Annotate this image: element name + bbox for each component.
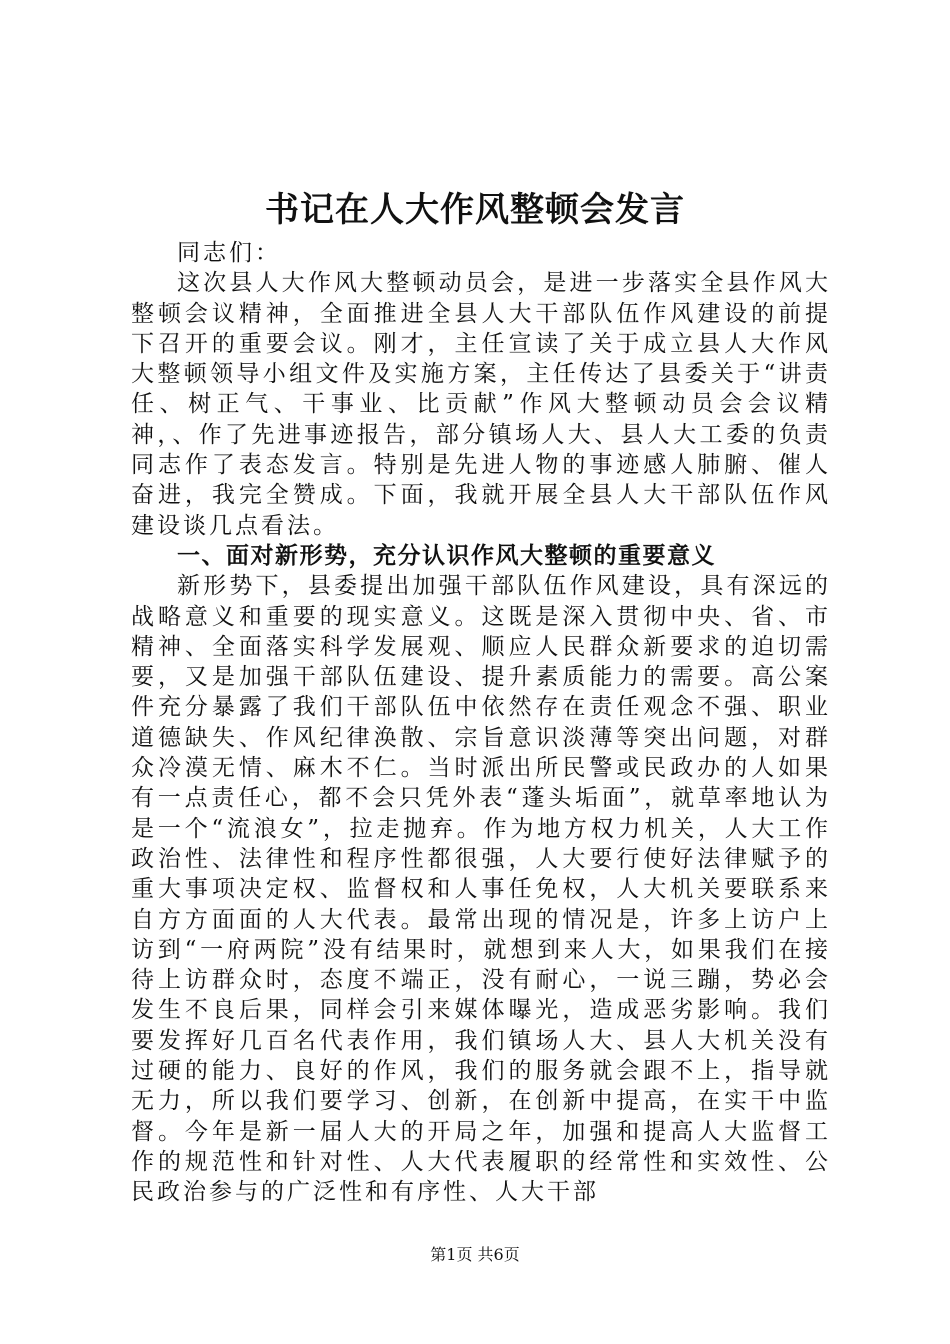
salutation: 同志们： [177, 240, 281, 266]
intro-paragraph: 这次县人大作风大整顿动员会，是进一步落实全县作风大整顿会议精神，全面推进全县人大干部队伍作风建设的前提下召开的重要会议。刚才，主任宣读了关于成立县人大作风大整顿领导小组文件及实施方案，主任传达了县委关于“讲责任、树正气、干事业、比贡献”作风大整顿动员会会议精神，、作了先进事迹报告，部分镇场人大、县人大工委的负责同志作了表态发言。特别是先进人物的事迹感人肺腑、催人奋进，我完全赞成。下面，我就开展全县人大干部队伍作风建设谈几点看法。 [131, 270, 831, 539]
document-title: 书记在人大作风整顿会发言 [265, 190, 685, 230]
section-heading: 一、面对新形势，充分认识作风大整顿的重要意义 [177, 541, 716, 569]
section-paragraph: 新形势下，县委提出加强干部队伍作风建设，具有深远的战略意义和重要的现实意义。这既是深入贯彻中央、省、市精神、全面落实科学发展观、顺应人民群众新要求的迫切需要，又是加强干部队伍建设、提升素质能力的需要。高公案件充分暴露了我们干部队伍中依然存在责任观念不强、职业道德缺失、作风纪律涣散、宗旨意识淡薄等突出问题，对群众冷漠无情、麻木不仁。当时派出所民警或民政办的人如果有一点责任心，都不会只凭外表“蓬头垢面”，就草率地认为是一个“流浪女”，拉走抛弃。作为地方权力机关，人大工作政治性、法律性和程序性都很强，人大要行使好法律赋予的重大事项决定权、监督权和人事任免权，人大机关要联系来自方方面面的人大代表。最常出现的情况是，许多上访户上访到“一府两院”没有结果时，就想到来人大，如果我们在接待上访群众时，态度不端正，没有耐心，一说三蹦，势必会发生不良后果，同样会引来媒体曝光，造成恶劣影响。我们要发挥好几百名代表作用，我们镇场人大、县人大机关没有过硬的能力、良好的作风，我们的服务就会跟不上，指导就无力，所以我们要学习、创新，在创新中提高，在实干中监督。今年是新一届人大的开局之年，加强和提高人大监督工作的规范性和针对性、人大代表履职的经常性和实效性、公民政治参与的广泛性和有序性、人大干部 [131, 573, 831, 1206]
document-body [131, 238, 831, 1208]
page-number-footer: 第1页 共6页 [430, 1245, 520, 1264]
